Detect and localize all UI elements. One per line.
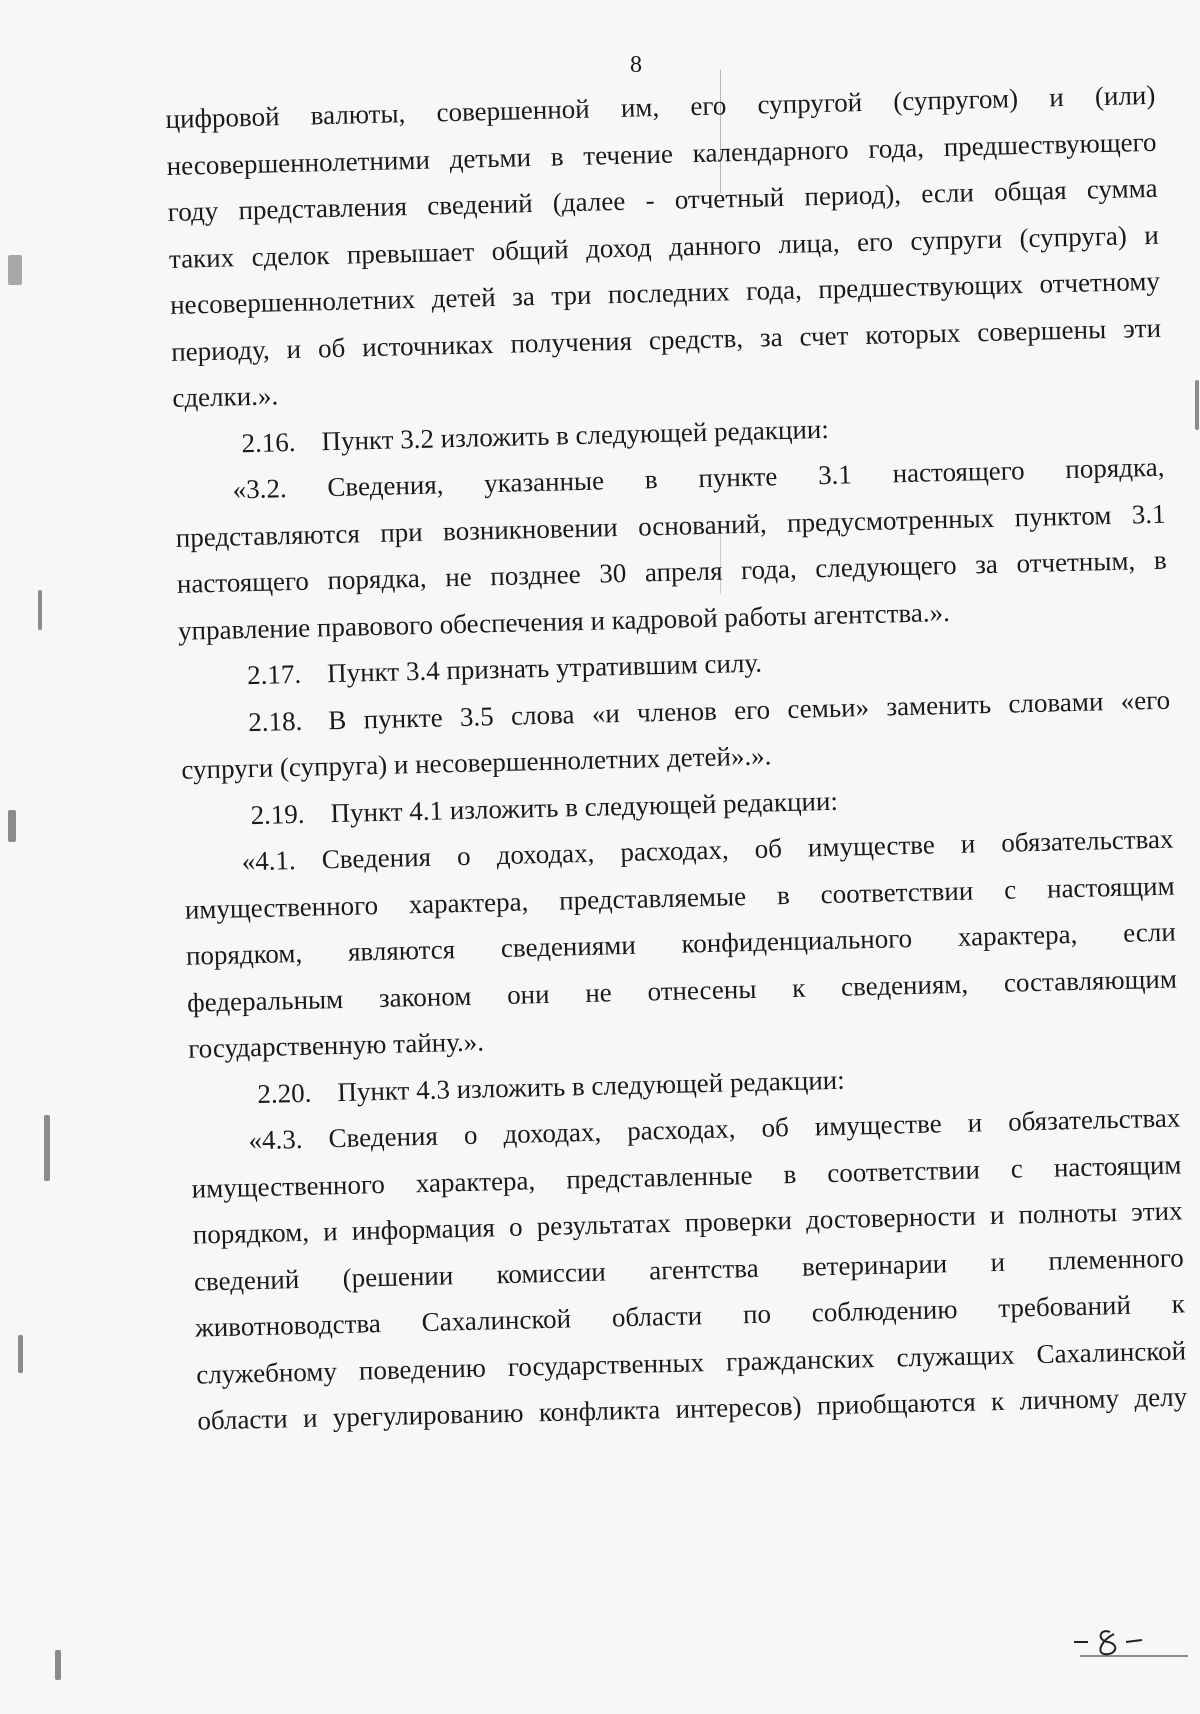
- text-line: сделки.».: [172, 380, 279, 413]
- text-line: порядком, являются сведениями конфиденциального характера, если: [185, 916, 1177, 971]
- text-line: представляются при возникновении оснований, предусмотренных пунктом 3.1: [175, 498, 1166, 553]
- text-line: несовершеннолетних детей за три последних года, предшествующих отчетному: [169, 265, 1161, 320]
- handwritten-mark-drawing: [1070, 1620, 1190, 1660]
- text-line: цифровой валюты, совершенной им, его супругой (супругом) и (или): [165, 79, 1156, 134]
- text-line: служебному поведению государственных гражданских служащих Сахалинской: [195, 1334, 1187, 1390]
- text-line: государственную тайну.».: [187, 1026, 485, 1064]
- scan-speck: [55, 1650, 61, 1680]
- text-line: области и урегулированию конфликта интересов) приобщаются к личному делу: [197, 1381, 1188, 1436]
- item-text: Пункт 4.3 изложить в следующей редакции:: [337, 1064, 846, 1107]
- item-number: 2.18.: [247, 705, 303, 737]
- text-line: году представления сведений (далее - отчетный период), если общая сумма: [167, 172, 1158, 227]
- text-line: имущественного характера, представленные в соответствии с настоящим: [191, 1148, 1182, 1204]
- text-line: порядком, и информация о результатах проверки достоверности и полноты этих: [192, 1195, 1183, 1250]
- item-number: 2.20.: [257, 1077, 312, 1109]
- scan-speck: [18, 1335, 23, 1373]
- item-text: В пункте 3.5 слова «и членов его семьи» заменить словами «его: [327, 684, 1171, 735]
- text-line: настоящего порядка, не позднее 30 апреля года, следующего за отчетным, в: [176, 544, 1167, 599]
- text-line: периоду, и об источниках получения средств, за счет которых совершены эти: [170, 312, 1162, 367]
- text-line: имущественного характера, представляемые в соответствии с настоящим: [184, 870, 1175, 925]
- item-number: 2.16.: [241, 426, 296, 458]
- text-line: сведений (решении комиссии агентства ветеринарии и племенного: [193, 1241, 1185, 1297]
- text-line: «4.3. Сведения о доходах, расходах, об имуществе и обязательствах: [248, 1102, 1181, 1156]
- item-text: Пункт 4.1 изложить в следующей редакции:: [330, 785, 839, 828]
- text-line: несовершеннолетними детьми в течение календарного года, предшествующего: [166, 126, 1157, 181]
- scan-speck: [8, 810, 16, 842]
- document-body: [165, 72, 1188, 1444]
- text-line: таких сделок превышает общий доход данного лица, его супруги (супруга) и: [168, 219, 1160, 274]
- item-text: Пункт 3.2 изложить в следующей редакции:: [321, 413, 830, 456]
- text-line: «4.1. Сведения о доходах, расходах, об имуществе и обязательствах: [241, 823, 1174, 877]
- text-line: животноводства Сахалинской области по соблюдению требований к: [194, 1288, 1186, 1343]
- text-line: федеральным законом они не отнесены к сведениям, составляющим: [186, 963, 1178, 1018]
- scan-speck: [38, 590, 42, 630]
- handwritten-page-mark: [1070, 1620, 1190, 1660]
- text-line: «3.2. Сведения, указанные в пункте 3.1 настоящего порядка,: [232, 451, 1165, 505]
- text-line: супруги (супруга) и несовершеннолетних детей».».: [181, 740, 772, 785]
- scan-speck: [1195, 380, 1199, 430]
- item-number: 2.19.: [250, 798, 305, 830]
- scan-speck: [44, 1115, 50, 1181]
- page-number: 8: [630, 52, 642, 78]
- item-text: Пункт 3.4 признать утратившим силу.: [326, 647, 763, 689]
- scan-speck: [8, 255, 22, 285]
- text-line: управление правового обеспечения и кадровой работы агентства.».: [177, 596, 951, 646]
- item-number: 2.17.: [246, 658, 302, 691]
